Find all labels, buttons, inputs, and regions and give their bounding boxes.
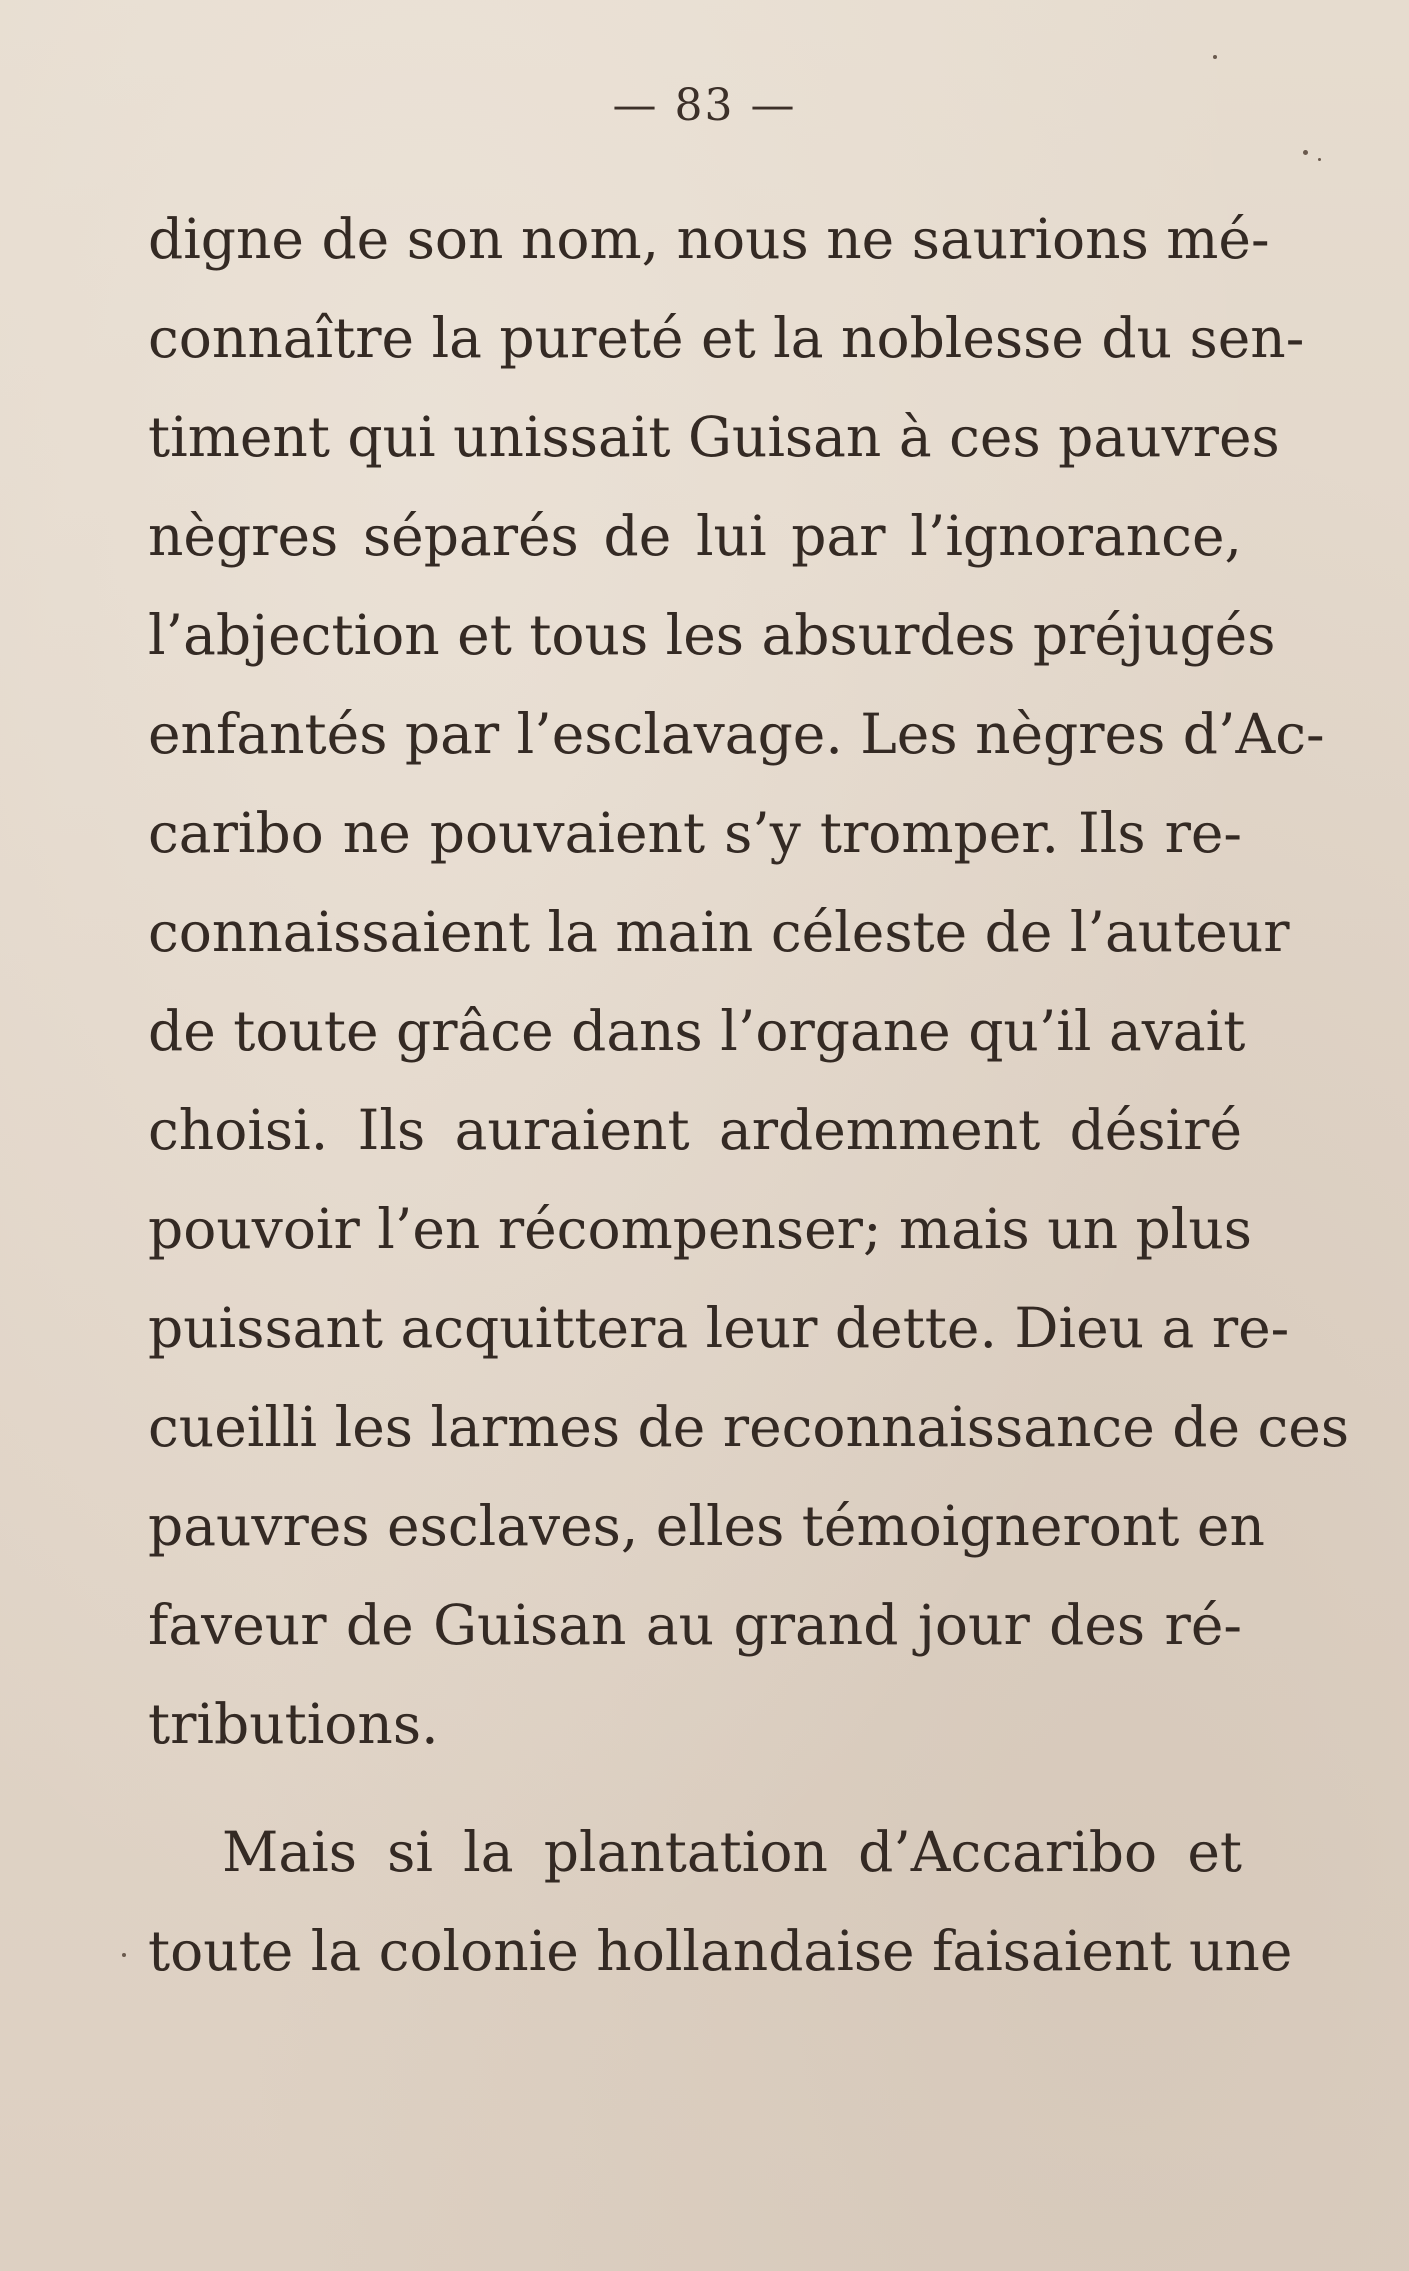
text-line: nègres séparés de lui par l’ignorance,	[148, 504, 1242, 568]
text-line: pouvoir l’en récompenser; mais un plus	[148, 1197, 1253, 1261]
paper-speck	[122, 1953, 126, 1957]
paper-speck	[1303, 150, 1308, 155]
paper-speck	[1213, 55, 1217, 59]
text-line: tributions.	[148, 1692, 439, 1756]
page-number: — 83 —	[612, 80, 797, 131]
text-line: choisi. Ils auraient ardemment désiré	[148, 1098, 1242, 1162]
text-line: connaître la pureté et la noblesse du sen-	[148, 306, 1305, 370]
text-line: timent qui unissait Guisan à ces pauvres	[148, 405, 1280, 469]
text-line: pauvres esclaves, elles témoigneront en	[148, 1494, 1265, 1558]
text-line: caribo ne pouvaient s’y tromper. Ils re-	[148, 801, 1242, 865]
paper-speck	[1318, 158, 1321, 161]
text-line: de toute grâce dans l’organe qu’il avait	[148, 999, 1246, 1063]
text-line: connaissaient la main céleste de l’auteur	[148, 900, 1290, 964]
text-line: enfantés par l’esclavage. Les nègres d’Ac-	[148, 702, 1325, 766]
text-line: l’abjection et tous les absurdes préjugés	[148, 603, 1276, 667]
text-line: puissant acquittera leur dette. Dieu a re-	[148, 1296, 1290, 1360]
paragraph-first-line: Mais si la plantation d’Accaribo et	[222, 1820, 1242, 1884]
text-line: toute la colonie hollandaise faisaient une	[148, 1919, 1293, 1983]
text-line: faveur de Guisan au grand jour des ré-	[148, 1593, 1242, 1657]
text-line: cueilli les larmes de reconnaissance de ces	[148, 1395, 1350, 1459]
text-line: digne de son nom, nous ne saurions mé-	[148, 207, 1270, 271]
